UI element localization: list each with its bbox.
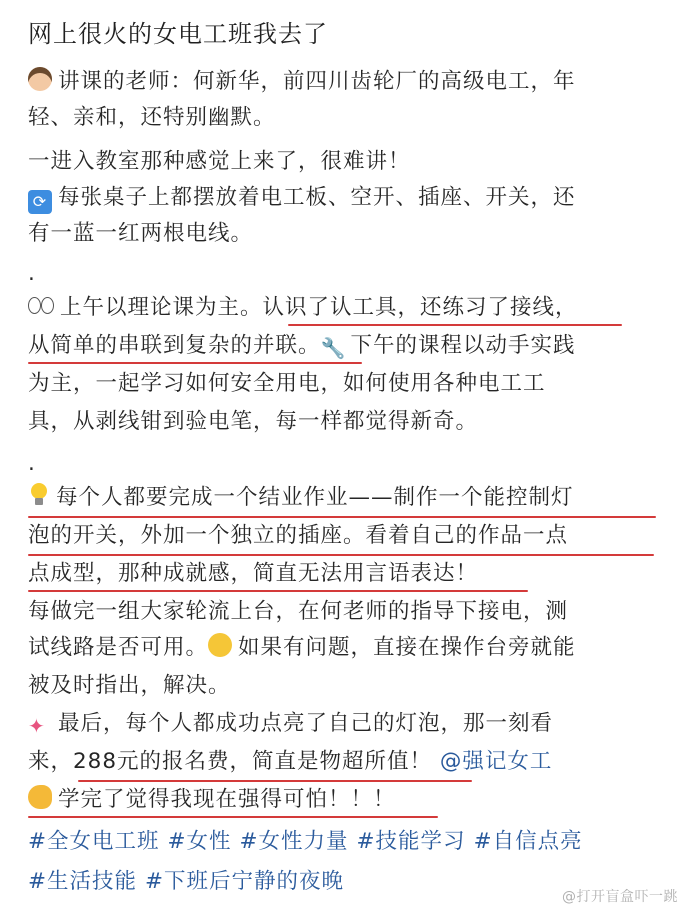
hashtag-link[interactable]: #下班后宁静的夜晚 [145,869,345,894]
body-text: 泡的开关，外加一个独立的插座。看着自己的作品一点 [28,523,569,548]
separator-dot [28,446,36,482]
body-line [28,144,411,180]
body-text: 被及时指出，解决。 [28,673,231,698]
teacher-emoji-icon [28,67,52,91]
flexed-biceps-icon [28,785,52,809]
hashtag-link[interactable]: #女性力量 [239,829,349,854]
body-line [28,404,478,440]
body-line [28,366,546,402]
red-underline [28,816,438,818]
red-underline [28,362,362,364]
hashtag-line [28,824,591,860]
body-text: 试线路是否可用。 [28,635,209,660]
hashtag-link[interactable]: #生活技能 [28,869,138,894]
body-text: 每做完一组大家轮流上台，在何老师的指导下接电，测 [28,599,569,624]
body-text: 一进入教室那种感觉上来了，很难讲！ [28,149,411,174]
watermark: @打开盲盒吓一跳 [562,889,678,905]
body-text: . [28,451,36,476]
cycle-arrows-icon: ⟳ [28,190,52,214]
body-text: 每个人都要完成一个结业作业——制作一个能控制灯 [56,485,574,510]
body-text: 上午以理论课为主。认识了认工具，还练习了接线， [60,295,578,320]
red-underline [28,590,528,592]
separator-dot [28,256,36,292]
body-line [28,782,396,818]
wrench-icon: 🔧 [320,336,347,360]
body-text: 学完了觉得我现在强得可怕！！！ [58,787,396,812]
body-line [28,594,568,630]
body-line [28,328,576,364]
body-text: 轻、亲和，还特别幽默。 [28,105,276,130]
body-text: 具，从剥线钳到验电笔，每一样都觉得新奇。 [28,409,479,434]
party-popper-icon: ✦ [28,714,46,738]
body-line [28,64,576,100]
hashtag-link[interactable]: #自信点亮 [473,829,583,854]
body-text: 来，288元的报名费，简直是物超所值！ [28,749,433,774]
body-text: 为主，一起学习如何安全用电，如何使用各种电工工 [28,371,546,396]
hashtag-link[interactable]: #技能学习 [356,829,466,854]
body-line [28,706,553,742]
lightbulb-icon [28,483,50,507]
body-text: . [28,261,36,286]
body-line [28,100,276,136]
body-line [28,556,478,592]
body-line [28,290,578,326]
eyes-emoji-icon [28,293,54,317]
body-line [28,180,576,216]
body-text: 最后，每个人都成功点亮了自己的灯泡，那一刻看 [58,711,554,736]
hashtag-line [28,864,352,900]
thinking-face-icon [208,633,232,657]
body-line [28,518,568,554]
post-title: 网上很火的女电工班我去了 [28,20,328,48]
body-line [28,480,574,516]
body-text: 下午的课程以动手实践 [350,333,576,358]
hashtag-link[interactable]: #全女电工班 [28,829,160,854]
body-text: 从简单的串联到复杂的并联。 [28,333,321,358]
body-line [28,744,552,780]
body-text: 讲课的老师：何新华，前四川齿轮厂的高级电工，年 [58,69,576,94]
body-text: 每张桌子上都摆放着电工板、空开、插座、开关，还 [58,185,576,210]
user-mention-link[interactable]: @强记女工 [439,749,553,774]
body-line [28,216,253,252]
body-text: 有一蓝一红两根电线。 [28,221,254,246]
body-text: 点成型，那种成就感，简直无法用言语表达！ [28,561,479,586]
body-line [28,668,231,704]
body-text: 如果有问题，直接在操作台旁就能 [238,635,576,660]
body-line [28,630,576,666]
hashtag-link[interactable]: #女性 [167,829,232,854]
red-underline [288,324,622,326]
